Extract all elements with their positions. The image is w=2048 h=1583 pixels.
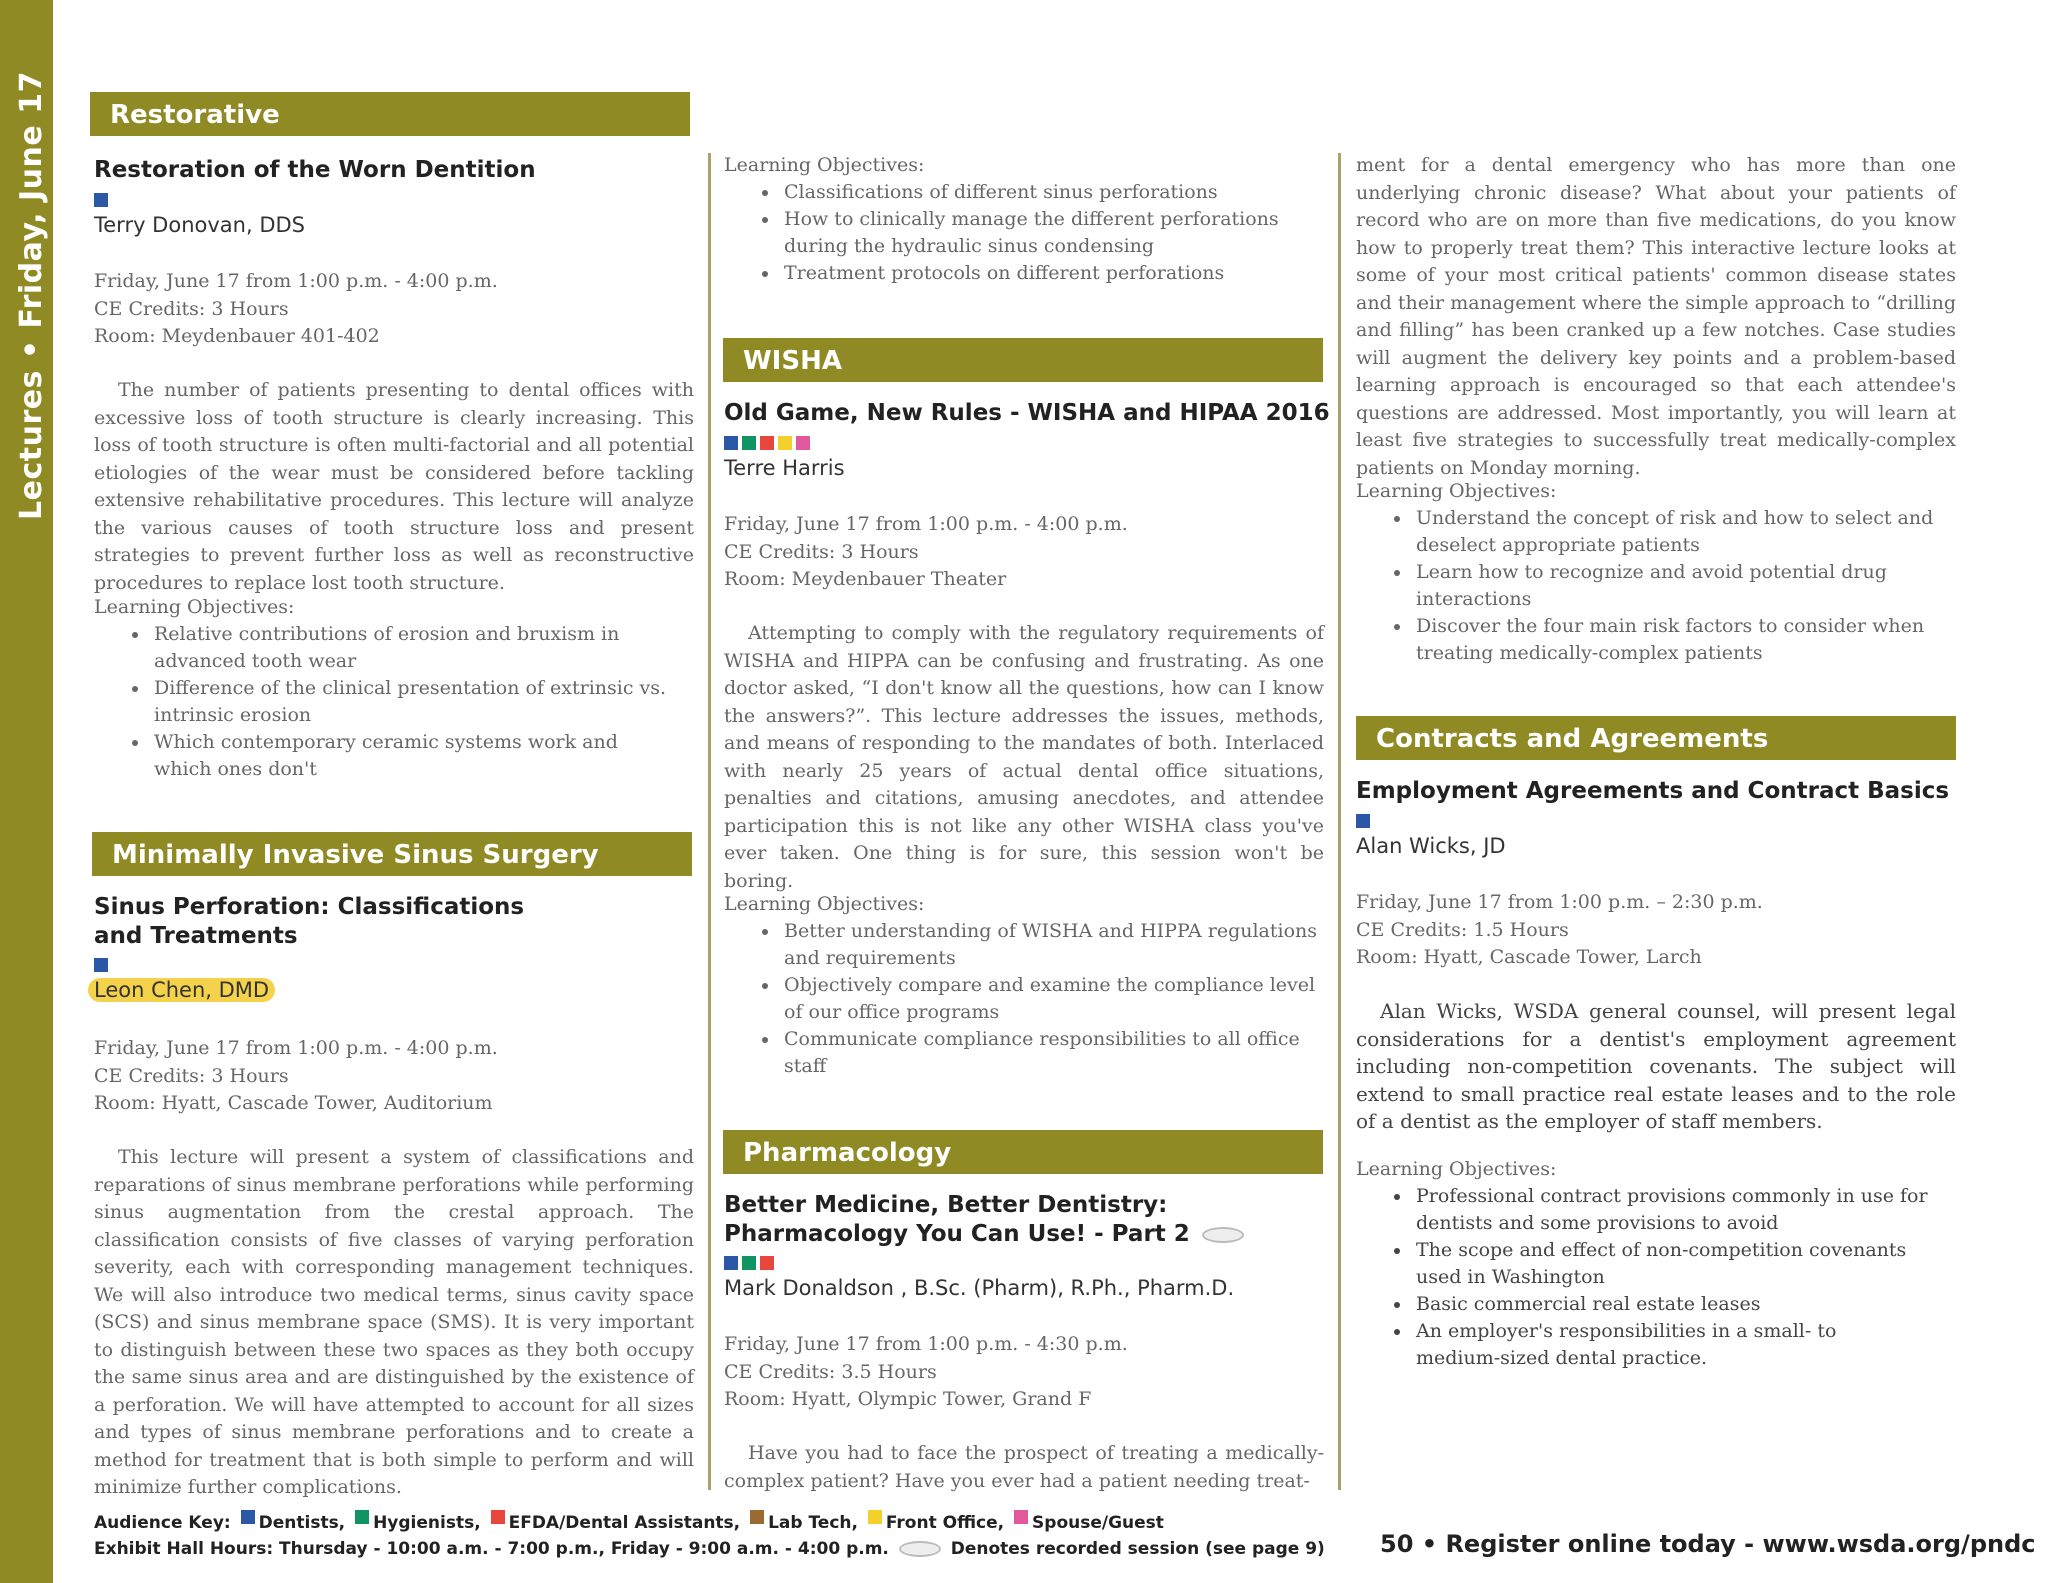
session-room: Room: Meydenbauer Theater <box>724 568 1007 590</box>
sidebar <box>0 0 53 1583</box>
dentists-square <box>241 1510 255 1524</box>
session-info <box>94 1035 498 1118</box>
title-line: Sinus Perforation: Classifications <box>94 894 525 920</box>
learning-objectives-label: Learning Objectives: <box>724 154 925 176</box>
speaker: Terry Donovan, DDS <box>94 213 305 237</box>
audience-key-line <box>94 1510 1325 1536</box>
objective-item: • Difference of the clinical presentation of extrinsic vs. intrinsic erosion <box>150 675 674 729</box>
section-header-sinus: Minimally Invasive Sinus Surgery <box>92 832 692 876</box>
session-time: Friday, June 17 from 1:00 p.m. - 4:00 p.m. <box>94 1037 498 1059</box>
session-room: Room: Hyatt, Cascade Tower, Auditorium <box>94 1092 493 1114</box>
session-title: Restoration of the Worn Dentition <box>94 157 536 183</box>
column-divider <box>1338 153 1341 1490</box>
title-line: Better Medicine, Better Dentistry: <box>724 1192 1168 1218</box>
session-room: Room: Hyatt, Olympic Tower, Grand F <box>724 1388 1092 1410</box>
section-header-contracts: Contracts and Agreements <box>1356 716 1956 760</box>
dentists-square <box>94 193 108 207</box>
audience-hygienists: Hygienists, <box>373 1513 481 1533</box>
objective-item: • How to clinically manage the different perforations during the hydraulic sinus condensing <box>780 206 1304 260</box>
session-description-continued: ment for a dental emergency who has more than one underlying chronic disease? What about your patients of record who are on more than five medications, do you know how to properly treat them? This interactive lecture looks at some of your most critical patients' common disease states and their management where the simple approach to “drilling and filling” has been cranked up a few notches. Case studies will augment the delivery key points and a problem-based learning approach is encouraged so that each attendee's questions are addressed. Most importantly, you will learn at least five strategies to successfully treat medically-complex patients on Monday morning. <box>1356 154 1956 479</box>
dentists-square <box>724 436 738 450</box>
session-time: Friday, June 17 from 1:00 p.m. – 2:30 p.m. <box>1356 891 1763 913</box>
session-credits: CE Credits: 3 Hours <box>724 540 919 563</box>
audience-front-office: Front Office, <box>885 1513 1005 1533</box>
learning-objectives <box>1356 1156 1956 1372</box>
objective-item: • Learn how to recognize and avoid potential drug interactions <box>1412 559 1916 613</box>
column-divider <box>708 153 711 1490</box>
session-time: Friday, June 17 from 1:00 p.m. - 4:00 p.m. <box>94 270 498 292</box>
learning-objectives <box>94 594 694 783</box>
learning-objectives-label: Learning Objectives: <box>1356 1158 1557 1180</box>
section-header-pharmacology: Pharmacology <box>723 1130 1323 1174</box>
speaker-highlight: Leon Chen, DMD <box>88 978 275 1002</box>
audience-efda: EFDA/Dental Assistants, <box>508 1513 741 1533</box>
objective-item: • Professional contract provisions commonly in use for dentists and some provisions to avoid <box>1412 1183 1956 1237</box>
session-title <box>724 1191 1248 1249</box>
audience-spouse: Spouse/Guest <box>1032 1513 1164 1533</box>
exhibit-line <box>94 1536 1325 1562</box>
session-description: Attempting to comply with the regulatory requirements of WISHA and HIPPA can be confusing and frustrating. As one doctor asked, “I don't know all the questions, how can I know the answers?”. This lecture addresses the issues, methods, and means of responding to the mandates of both. Interlaced with nearly 25 years of actual dental office situations, penalties and citations, amusing anecdotes, and attendee participation this is not like any other WISHA class you've ever taken. One thing is for sure, this session won't be boring. <box>724 622 1324 892</box>
audience-squares <box>724 436 814 455</box>
session-info <box>724 1331 1128 1414</box>
section-header-restorative: Restorative <box>90 92 690 136</box>
session-description: Alan Wicks, WSDA general counsel, will present legal considerations for a dentist's employment agreement including non-competition covenants. The subject will extend to small practice real estate leases and to the role of a dentist as the employer of staff members. <box>1356 999 1956 1133</box>
session-time: Friday, June 17 from 1:00 p.m. - 4:00 p.m. <box>724 513 1128 535</box>
spouse-square <box>796 436 810 450</box>
speaker <box>88 978 275 1002</box>
lab-tech-square <box>750 1510 764 1524</box>
session-room: Room: Hyatt, Cascade Tower, Larch <box>1356 946 1702 968</box>
page-footer: 50 • Register online today - www.wsda.org/pndc <box>1380 1530 2036 1558</box>
session-description: Have you had to face the prospect of treating a medically-complex patient? Have you ever had a patient needing treat- <box>724 1442 1324 1492</box>
speaker: Terre Harris <box>724 456 845 480</box>
session-title: Old Game, New Rules - WISHA and HIPAA 2016 <box>724 400 1330 426</box>
dentists-square <box>724 1256 738 1270</box>
recorded-note: Denotes recorded session (see page 9) <box>950 1539 1325 1559</box>
speaker: Alan Wicks, JD <box>1356 834 1506 858</box>
audience-dentists: Dentists, <box>258 1513 346 1533</box>
spouse-square <box>1014 1510 1028 1524</box>
session-credits: CE Credits: 3 Hours <box>94 297 289 320</box>
learning-objectives-label: Learning Objectives: <box>1356 480 1557 502</box>
session-title <box>94 893 524 951</box>
recorded-disc-icon <box>1202 1227 1244 1243</box>
session-credits: CE Credits: 1.5 Hours <box>1356 918 1569 941</box>
section-header-wisha: WISHA <box>723 338 1323 382</box>
session-description: The number of patients presenting to dental offices with excessive loss of tooth structure is clearly increasing. This loss of tooth structure is often multi-factorial and all potential etiologies of the wear must be considered before tackling extensive rehabilitative procedures. This lecture will analyze the various causes of tooth structure loss and present strategies to prevent further loss as well as reconstructive procedures to replace lost tooth structure. <box>94 379 694 594</box>
objective-item: • Understand the concept of risk and how to select and deselect appropriate patients <box>1412 505 1956 559</box>
audience-key-label: Audience Key: <box>94 1513 231 1533</box>
recorded-disc-icon <box>899 1541 941 1557</box>
exhibit-hours: Exhibit Hall Hours: Thursday - 10:00 a.m. - 7:00 p.m., Friday - 9:00 a.m. - 4:00 p.m. <box>94 1539 889 1559</box>
learning-objectives <box>724 891 1324 1080</box>
learning-objectives-label: Learning Objectives: <box>94 596 295 618</box>
objective-item: • An employer's responsibilities in a small- to medium-sized dental practice. <box>1412 1318 1896 1372</box>
hygienists-square <box>742 1256 756 1270</box>
audience-squares <box>94 193 112 212</box>
title-line-with-recorded <box>724 1220 1248 1249</box>
objective-item: • Objectively compare and examine the compliance level of our office programs <box>780 972 1324 1026</box>
efda-square <box>760 1256 774 1270</box>
objective-item: • Relative contributions of erosion and bruxism in advanced tooth wear <box>150 621 634 675</box>
speaker: Mark Donaldson , B.Sc. (Pharm), R.Ph., Pharm.D. <box>724 1276 1235 1300</box>
session-description: This lecture will present a system of classifications and reparations of sinus membrane perforations while performing sinus augmentation from the crestal approach. The classification consists of five classes of varying perforation severity, each with corresponding management techniques. We will also introduce two medical terms, sinus cavity space (SCS) and sinus membrane space (SMS). It is very important to distinguish between these two spaces as they both occupy the same sinus area and are distinguished by the existence of a perforation. We will have attempted to account for all sizes and types of sinus membrane perforations and to create a method for treatment that is both simple to perform and will minimize further complications. <box>94 1146 694 1498</box>
session-credits: CE Credits: 3 Hours <box>94 1064 289 1087</box>
session-time: Friday, June 17 from 1:00 p.m. - 4:30 p.m. <box>724 1333 1128 1355</box>
session-info <box>724 511 1128 594</box>
audience-squares <box>1356 814 1374 833</box>
efda-square <box>760 436 774 450</box>
dentists-square <box>94 958 108 972</box>
hygienists-square <box>742 436 756 450</box>
session-credits: CE Credits: 3.5 Hours <box>724 1360 937 1383</box>
front-office-square <box>868 1510 882 1524</box>
learning-objectives <box>724 152 1324 287</box>
audience-squares <box>724 1256 778 1275</box>
objective-item: • The scope and effect of non-competition covenants used in Washington <box>1412 1237 1936 1291</box>
sidebar-label: Lectures • Friday, June 17 <box>14 71 49 520</box>
title-line: Pharmacology You Can Use! - Part 2 <box>724 1221 1190 1247</box>
hygienists-square <box>355 1510 369 1524</box>
objective-item: • Classifications of different sinus perforations <box>780 179 1324 206</box>
dentists-square <box>1356 814 1370 828</box>
front-office-square <box>778 436 792 450</box>
session-title: Employment Agreements and Contract Basics <box>1356 778 1950 804</box>
objective-item: • Better understanding of WISHA and HIPPA regulations and requirements <box>780 918 1324 972</box>
objective-item: • Basic commercial real estate leases <box>1412 1291 1956 1318</box>
audience-key <box>94 1510 1325 1562</box>
learning-objectives <box>1356 478 1956 667</box>
audience-squares <box>94 958 112 977</box>
objective-item: • Discover the four main risk factors to consider when treating medically-complex patients <box>1412 613 1936 667</box>
session-info <box>94 268 498 351</box>
session-room: Room: Meydenbauer 401-402 <box>94 325 380 347</box>
efda-square <box>491 1510 505 1524</box>
session-info <box>1356 889 1763 972</box>
objective-item: • Treatment protocols on different perforations <box>780 260 1324 287</box>
title-line: and Treatments <box>94 923 298 949</box>
audience-lab-tech: Lab Tech, <box>768 1513 858 1533</box>
objective-item: • Which contemporary ceramic systems work and which ones don't <box>150 729 634 783</box>
objective-item: • Communicate compliance responsibilities to all office staff <box>780 1026 1324 1080</box>
learning-objectives-label: Learning Objectives: <box>724 893 925 915</box>
